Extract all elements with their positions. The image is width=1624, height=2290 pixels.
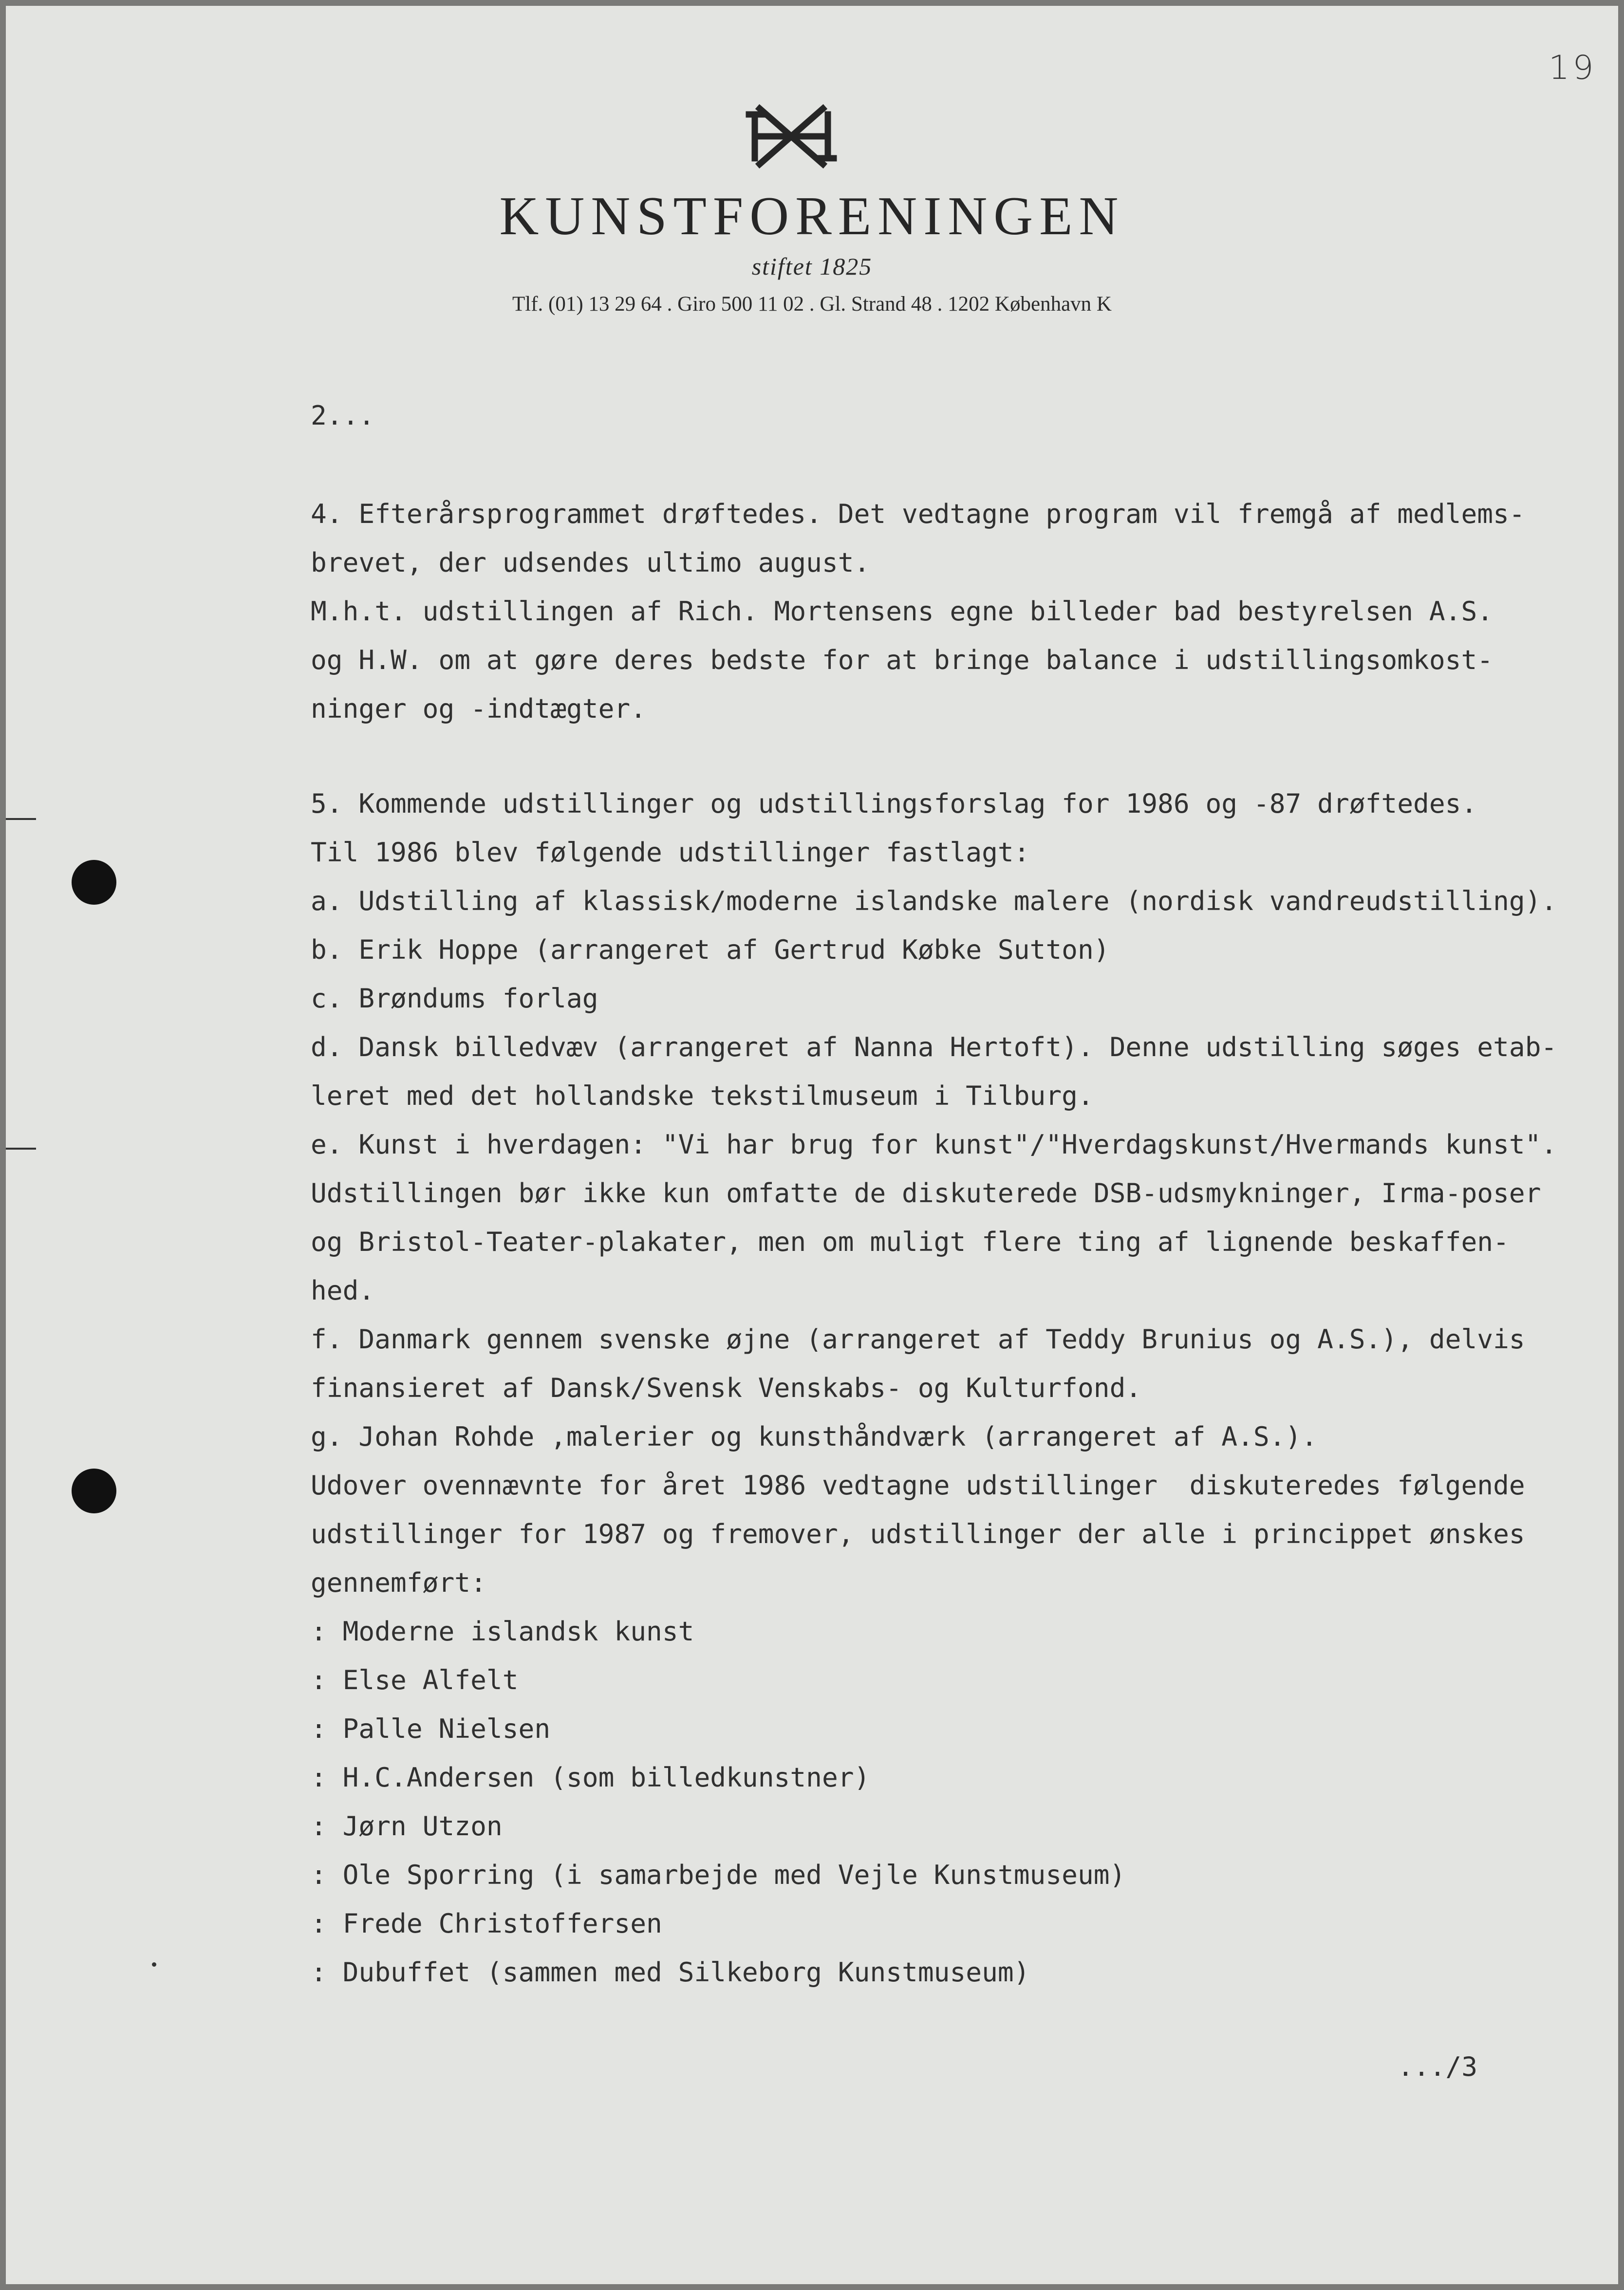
body-line: M.h.t. udstillingen af Rich. Mortensens egne billeder bad bestyrelsen A.S.	[311, 596, 1493, 627]
list-item: : Ole Sporring (i samarbejde med Vejle Kunstmuseum)	[311, 1859, 1126, 1890]
list-item: d. Dansk billedvæv (arrangeret af Nanna Hertoft). Denne udstilling søges etab-	[311, 1031, 1557, 1062]
continuation-marker: .../3	[1398, 2051, 1478, 2082]
list-item: f. Danmark gennem svenske øjne (arrangeret af Teddy Brunius og A.S.), delvis	[311, 1323, 1525, 1355]
body-line: 5. Kommende udstillinger og udstillingsforslag for 1986 og -87 drøftedes.	[311, 788, 1477, 819]
body-line: Til 1986 blev følgende udstillinger fastlagt:	[311, 837, 1030, 868]
body-line: og H.W. om at gøre deres bedste for at bringe balance i udstillingsomkost-	[311, 644, 1493, 675]
kf-monogram-icon	[745, 100, 838, 173]
handwritten-page-number: 19	[1549, 49, 1597, 87]
body-line: udstillinger for 1987 og fremover, udstillinger der alle i princippet ønskes	[311, 1518, 1525, 1549]
founded-line: stiftet 1825	[751, 253, 873, 280]
list-item: : H.C.Andersen (som billedkunstner)	[311, 1762, 870, 1793]
body-line: 4. Efterårsprogrammet drøftedes. Det vedtagne program vil fremgå af medlems-	[311, 498, 1525, 529]
body-line: hed.	[311, 1275, 375, 1306]
organization-name: KUNSTFORENINGEN	[499, 186, 1125, 246]
list-item: g. Johan Rohde ,malerier og kunsthåndværk (arrangeret af A.S.).	[311, 1421, 1318, 1452]
list-item: : Dubuffet (sammen med Silkeborg Kunstmuseum)	[311, 1956, 1030, 1988]
list-item: : Palle Nielsen	[311, 1713, 551, 1744]
list-item: : Jørn Utzon	[311, 1810, 503, 1842]
list-item: b. Erik Hoppe (arrangeret af Gertrud Købke Sutton)	[311, 934, 1110, 965]
page-continuation: 2...	[311, 400, 375, 431]
list-item: : Frede Christoffersen	[311, 1908, 662, 1939]
list-item: a. Udstilling af klassisk/moderne islandske malere (nordisk vandreudstilling).	[311, 885, 1557, 916]
list-item: : Else Alfelt	[311, 1664, 519, 1695]
punch-hole	[72, 1469, 116, 1513]
body-line: gennemført:	[311, 1567, 486, 1598]
body-line: brevet, der udsendes ultimo august.	[311, 547, 870, 578]
body-line: finansieret af Dansk/Svensk Venskabs- og Kulturfond.	[311, 1372, 1142, 1403]
list-item: e. Kunst i hverdagen: "Vi har brug for kunst"/"Hverdagskunst/Hvermands kunst".	[311, 1129, 1557, 1160]
list-item: c. Brøndums forlag	[311, 983, 598, 1014]
punch-hole	[72, 860, 116, 905]
body-line: Udstillingen bør ikke kun omfatte de diskuterede DSB-udsmykninger, Irma-poser	[311, 1177, 1541, 1209]
body-line: Udover ovennævnte for året 1986 vedtagne udstillinger diskuteredes følgende	[311, 1470, 1525, 1501]
fold-mark	[6, 1148, 36, 1150]
contact-line: Tlf. (01) 13 29 64 . Giro 500 11 02 . Gl. Strand 48 . 1202 København K	[512, 293, 1112, 316]
body-line: ninger og -indtægter.	[311, 693, 647, 724]
fold-mark	[6, 818, 36, 820]
paper-speck	[152, 1962, 156, 1967]
body-line: og Bristol-Teater-plakater, men om muligt flere ting af lignende beskaffen-	[311, 1226, 1509, 1257]
list-item: : Moderne islandsk kunst	[311, 1616, 694, 1647]
list-item: leret med det hollandske tekstilmuseum i Tilburg.	[311, 1080, 1094, 1111]
